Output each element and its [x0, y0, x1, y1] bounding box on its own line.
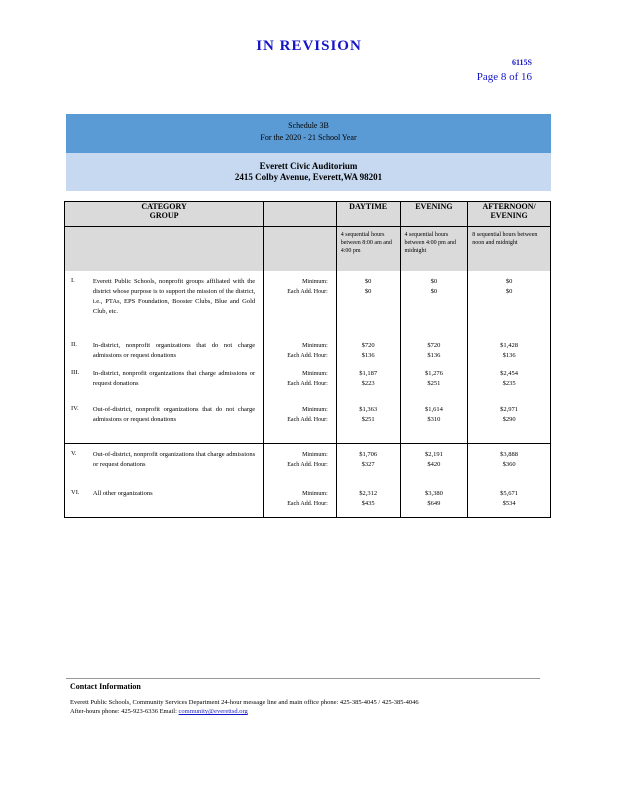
schedule-banner	[66, 114, 551, 153]
row-labels: Minimum: Each Add. Hour:	[264, 399, 337, 443]
eve-rate: $1,276 $251	[400, 363, 468, 399]
footer-divider	[66, 678, 540, 679]
aft-rate: $3,888 $360	[468, 443, 551, 483]
row-category: Everett Public Schools, nonprofit groups affiliated with the district whose purpose is to support the mission of the district, i.e., PTAs, EPS Foundation, Booster Clubs, Blue and Gold Club, etc.	[92, 278, 256, 315]
row-labels: Minimum: Each Add. Hour:	[264, 271, 337, 335]
row-number: IV.	[65, 399, 93, 443]
row-labels: Minimum: Each Add. Hour:	[264, 483, 337, 517]
eve-rate: $2,191 $420	[400, 443, 468, 483]
row-number: II.	[65, 335, 93, 363]
venue-banner	[66, 153, 551, 191]
day-rate: $720 $136	[336, 335, 400, 363]
row-labels: Minimum: Each Add. Hour:	[264, 443, 337, 483]
row-category: Out-of-district, nonprofit organizations that charge admissions or request donations	[93, 443, 264, 483]
contact-line-2	[70, 708, 248, 715]
aft-rate: $5,671 $534	[468, 483, 551, 517]
aft-rate: $2,971 $290	[468, 399, 551, 443]
day-rate: $1,187 $223	[336, 363, 400, 399]
row-number: I.	[65, 271, 93, 335]
email-link[interactable]: community@everettsd.org	[178, 708, 248, 715]
row-category: In-district, nonprofit organizations that charge admissions or request donations	[92, 370, 256, 387]
eve-rate: $3,380 $649	[400, 483, 468, 517]
aft-rate: $0 $0	[468, 271, 551, 335]
venue-name: Everett Civic Auditorium	[259, 161, 358, 171]
description-row	[65, 227, 551, 272]
page-number: Page 8 of 16	[476, 71, 532, 83]
table-header-row	[65, 202, 551, 227]
venue-address: 2415 Colby Avenue, Everett,WA 98201	[234, 172, 383, 182]
table-row	[65, 363, 551, 399]
daytime-header: DAYTIME	[336, 202, 400, 227]
daytime-description: 4 sequential hours between 8:00 am and 4:00 pm	[336, 227, 400, 272]
day-rate: $2,312 $435	[336, 483, 400, 517]
row-category: In-district, nonprofit organizations that do not charge admissions or request donations	[92, 342, 256, 359]
afternoon-header: AFTERNOON/ EVENING	[468, 202, 551, 227]
afternoon-description: 8 sequential hours between noon and midnight	[468, 227, 551, 272]
table-row	[65, 399, 551, 443]
row-labels: Minimum: Each Add. Hour:	[264, 335, 337, 363]
after-hours-text: After-hours phone: 425-923-6336 Email:	[70, 708, 177, 715]
row-category: Out-of-district, nonprofit organizations that do not charge admissions or request donations	[92, 406, 256, 423]
day-rate: $1,363 $251	[336, 399, 400, 443]
row-category: All other organizations	[93, 483, 264, 517]
schedule-title: Schedule 3B	[288, 121, 329, 130]
day-rate: $0 $0	[336, 271, 400, 335]
contact-line-1: Everett Public Schools, Community Services Department 24-hour message line and main office phone: 425-385-4045 / 425-385-4046	[70, 699, 419, 706]
contact-title: Contact Information	[70, 682, 141, 691]
eve-rate: $1,614 $310	[400, 399, 468, 443]
day-rate: $1,706 $327	[336, 443, 400, 483]
eve-rate: $0 $0	[400, 271, 468, 335]
table-row	[65, 271, 551, 335]
label-header	[264, 202, 337, 227]
revision-heading: IN REVISION	[256, 38, 362, 54]
row-number: V.	[65, 443, 93, 483]
row-number: VI.	[65, 483, 93, 517]
category-header: CATEGORY GROUP	[65, 202, 264, 227]
rate-table	[64, 201, 551, 518]
row-number: III.	[65, 363, 93, 399]
aft-rate: $2,454 $235	[468, 363, 551, 399]
schedule-year: For the 2020 - 21 School Year	[260, 133, 357, 142]
evening-description: 4 sequential hours between 4:00 pm and midnight	[400, 227, 468, 272]
eve-rate: $720 $136	[400, 335, 468, 363]
evening-header: EVENING	[400, 202, 468, 227]
table-row	[65, 483, 551, 517]
table-row	[65, 443, 551, 483]
aft-rate: $1,428 $136	[468, 335, 551, 363]
table-row	[65, 335, 551, 363]
policy-code: 6115S	[511, 58, 532, 67]
row-labels: Minimum: Each Add. Hour:	[264, 363, 337, 399]
